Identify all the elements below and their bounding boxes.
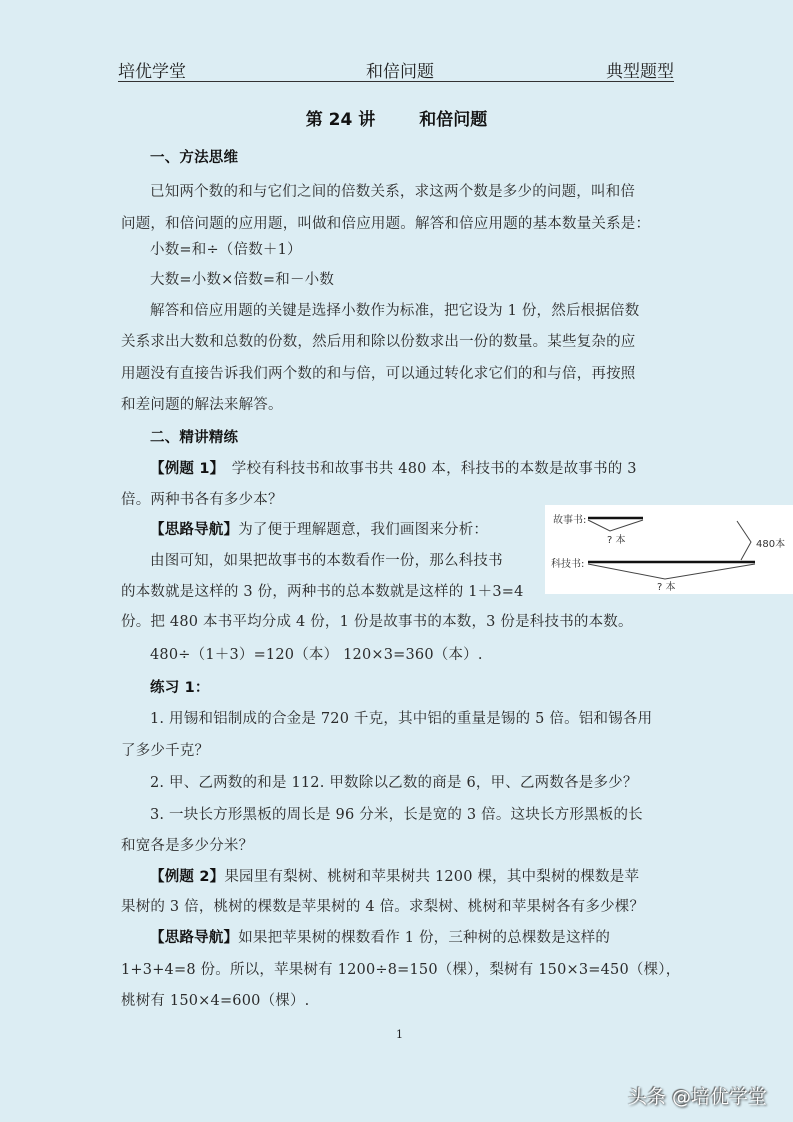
hint-line: 的本数就是这样的 3 份，两种书的总本数就是这样的 1＋3=4 <box>121 584 524 600</box>
header-center: 和倍问题 <box>366 62 434 82</box>
page-title <box>0 105 793 130</box>
practice1-heading: 练习 1： <box>150 680 210 696</box>
example1-solution: 480÷（1＋3）=120（本） 120×3=360（本）. <box>150 647 483 663</box>
section1-heading: 一、方法思维 <box>150 150 239 166</box>
formula-large: 大数=小数×倍数=和－小数 <box>150 272 335 288</box>
total-count: 480本 <box>756 539 786 550</box>
paragraph-line: 已知两个数的和与它们之间的倍数关系，求这两个数是多少的问题，叫和倍 <box>150 184 636 200</box>
practice-question: 了多少千克？ <box>121 743 210 759</box>
example2-line <box>150 865 639 886</box>
lecture-topic: 和倍问题 <box>419 110 488 130</box>
example1-label: 【例题 1】 <box>150 461 218 477</box>
practice-question: 和宽各是多少分米？ <box>121 838 254 854</box>
example2-text: 果园里有梨树、桃树和苹果树共 1200 棵，其中梨树的棵数是苹 <box>224 869 640 885</box>
paragraph-line: 用题没有直接告诉我们两个数的和与倍，可以通过转化求它们的和与倍，再按照 <box>121 366 636 382</box>
header-right: 典型题型 <box>606 62 674 82</box>
hint-text: 如果把苹果树的棵数看作 1 份，三种树的总棵数是这样的 <box>238 930 611 946</box>
practice-question: 1. 用锡和铝制成的合金是 720 千克，其中铝的重量是锡的 5 倍。铝和锡各用 <box>150 711 653 727</box>
science-books-label: 科技书: <box>551 559 585 570</box>
example1-hint <box>150 518 488 539</box>
example1-text: 学校有科技书和故事书共 480 本，科技书的本数是故事书的 3 <box>217 461 637 477</box>
hint-text: 为了便于理解题意，我们画图来分析： <box>238 522 489 538</box>
paragraph-line: 解答和倍应用题的关键是选择小数作为标准，把它设为 1 份，然后根据倍数 <box>150 303 640 319</box>
watermark: 头条 @培优学堂 <box>628 1086 768 1108</box>
hint-line: 1+3+4=8 份。所以，苹果树有 1200÷8=150（棵），梨树有 150×3=450（棵）， <box>121 962 681 978</box>
example2-line2: 果树的 3 倍，桃树的棵数是苹果树的 4 倍。求梨树、桃树和苹果树各有多少棵？ <box>121 899 645 915</box>
hint-label: 【思路导航】 <box>150 930 239 946</box>
example1-line <box>150 457 637 478</box>
section2-heading: 二、精讲精练 <box>150 430 239 446</box>
practice-question: 2. 甲、乙两数的和是 112. 甲数除以乙数的商是 6，甲、乙两数各是多少？ <box>150 775 638 791</box>
page-number: 1 <box>396 1028 403 1041</box>
line-segment-diagram <box>545 505 793 594</box>
example1-line2: 倍。两种书各有多少本？ <box>121 492 283 508</box>
header-left: 培优学堂 <box>118 62 186 82</box>
paragraph-line: 关系求出大数和总数的份数，然后用和除以份数求出一份的数量。某些复杂的应 <box>121 334 636 350</box>
lecture-number: 第 24 讲 <box>305 110 376 130</box>
hint-line: 桃树有 150×4=600（棵）. <box>121 993 310 1009</box>
page-header <box>118 57 674 82</box>
paragraph-line: 和差问题的解法来解答。 <box>121 397 283 413</box>
hint-line: 份。把 480 本书平均分成 4 份，1 份是故事书的本数，3 份是科技书的本数。 <box>121 614 633 630</box>
formula-small: 小数=和÷（倍数＋1） <box>150 242 302 258</box>
unknown-story-count: ? 本 <box>607 535 626 546</box>
example2-label: 【例题 2】 <box>150 869 225 885</box>
practice-question: 3. 一块长方形黑板的周长是 96 分米，长是宽的 3 倍。这块长方形黑板的长 <box>150 807 643 823</box>
story-books-label: 故事书: <box>553 515 587 526</box>
unknown-science-count: ? 本 <box>657 582 676 593</box>
example2-hint <box>150 926 610 947</box>
paragraph-line: 问题，和倍问题的应用题，叫做和倍应用题。解答和倍应用题的基本数量关系是： <box>121 216 651 232</box>
hint-label: 【思路导航】 <box>150 522 239 538</box>
hint-line: 由图可知，如果把故事书的本数看作一份，那么科技书 <box>150 553 503 569</box>
